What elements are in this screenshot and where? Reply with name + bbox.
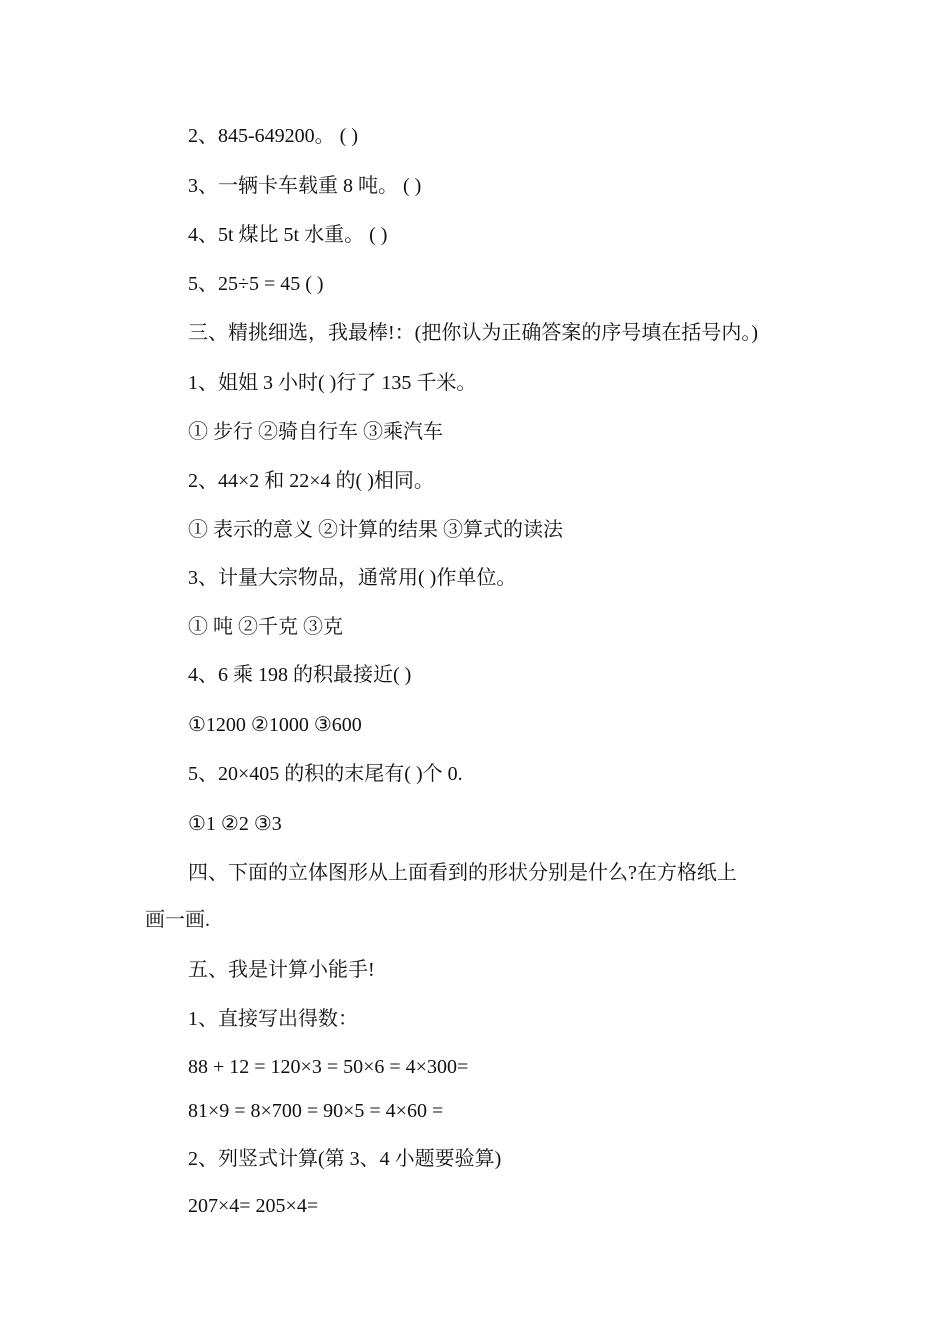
calc-row-3: 207×4= 205×4= (188, 1195, 319, 1217)
choice-options-5: ①1 ②2 ③3 (188, 813, 282, 835)
calc-part-2-title: 2、列竖式计算(第 3、4 小题要验算) (188, 1148, 502, 1170)
choice-question-2: 2、44×2 和 22×4 的( )相同。 (188, 470, 434, 492)
calc-row-2: 81×9 = 8×700 = 90×5 = 4×60 = (188, 1100, 444, 1122)
choice-question-1: 1、姐姐 3 小时( )行了 135 千米。 (188, 372, 477, 394)
choice-question-3: 3、计量大宗物品，通常用( )作单位。 (188, 567, 517, 589)
choice-options-3: ① 吨 ②千克 ③克 (188, 616, 343, 638)
judgement-item-2: 2、845-649200。 ( ) (188, 125, 358, 147)
judgement-item-4: 4、5t 煤比 5t 水重。 ( ) (188, 224, 388, 246)
choice-options-1: ① 步行 ②骑自行车 ③乘汽车 (188, 421, 443, 443)
choice-question-5: 5、20×405 的积的末尾有( )个 0. (188, 763, 463, 785)
choice-options-4: ①1200 ②1000 ③600 (188, 714, 362, 736)
section-5-heading: 五、我是计算小能手! (188, 959, 375, 981)
judgement-item-3: 3、一辆卡车载重 8 吨。 ( ) (188, 175, 422, 197)
calc-row-1: 88 + 12 = 120×3 = 50×6 = 4×300= (188, 1056, 469, 1078)
judgement-item-5: 5、25÷5 = 45 ( ) (188, 273, 324, 295)
choice-question-4: 4、6 乘 198 的积最接近( ) (188, 664, 412, 686)
calc-part-1-title: 1、直接写出得数： (188, 1008, 358, 1030)
section-4-heading-continued: 画一画. (145, 909, 210, 931)
section-4-heading: 四、下面的立体图形从上面看到的形状分别是什么?在方格纸上 (188, 862, 737, 884)
section-3-heading: 三、精挑细选，我最棒!：(把你认为正确答案的序号填在括号内。) (188, 322, 758, 344)
choice-options-2: ① 表示的意义 ②计算的结果 ③算式的读法 (188, 519, 563, 541)
